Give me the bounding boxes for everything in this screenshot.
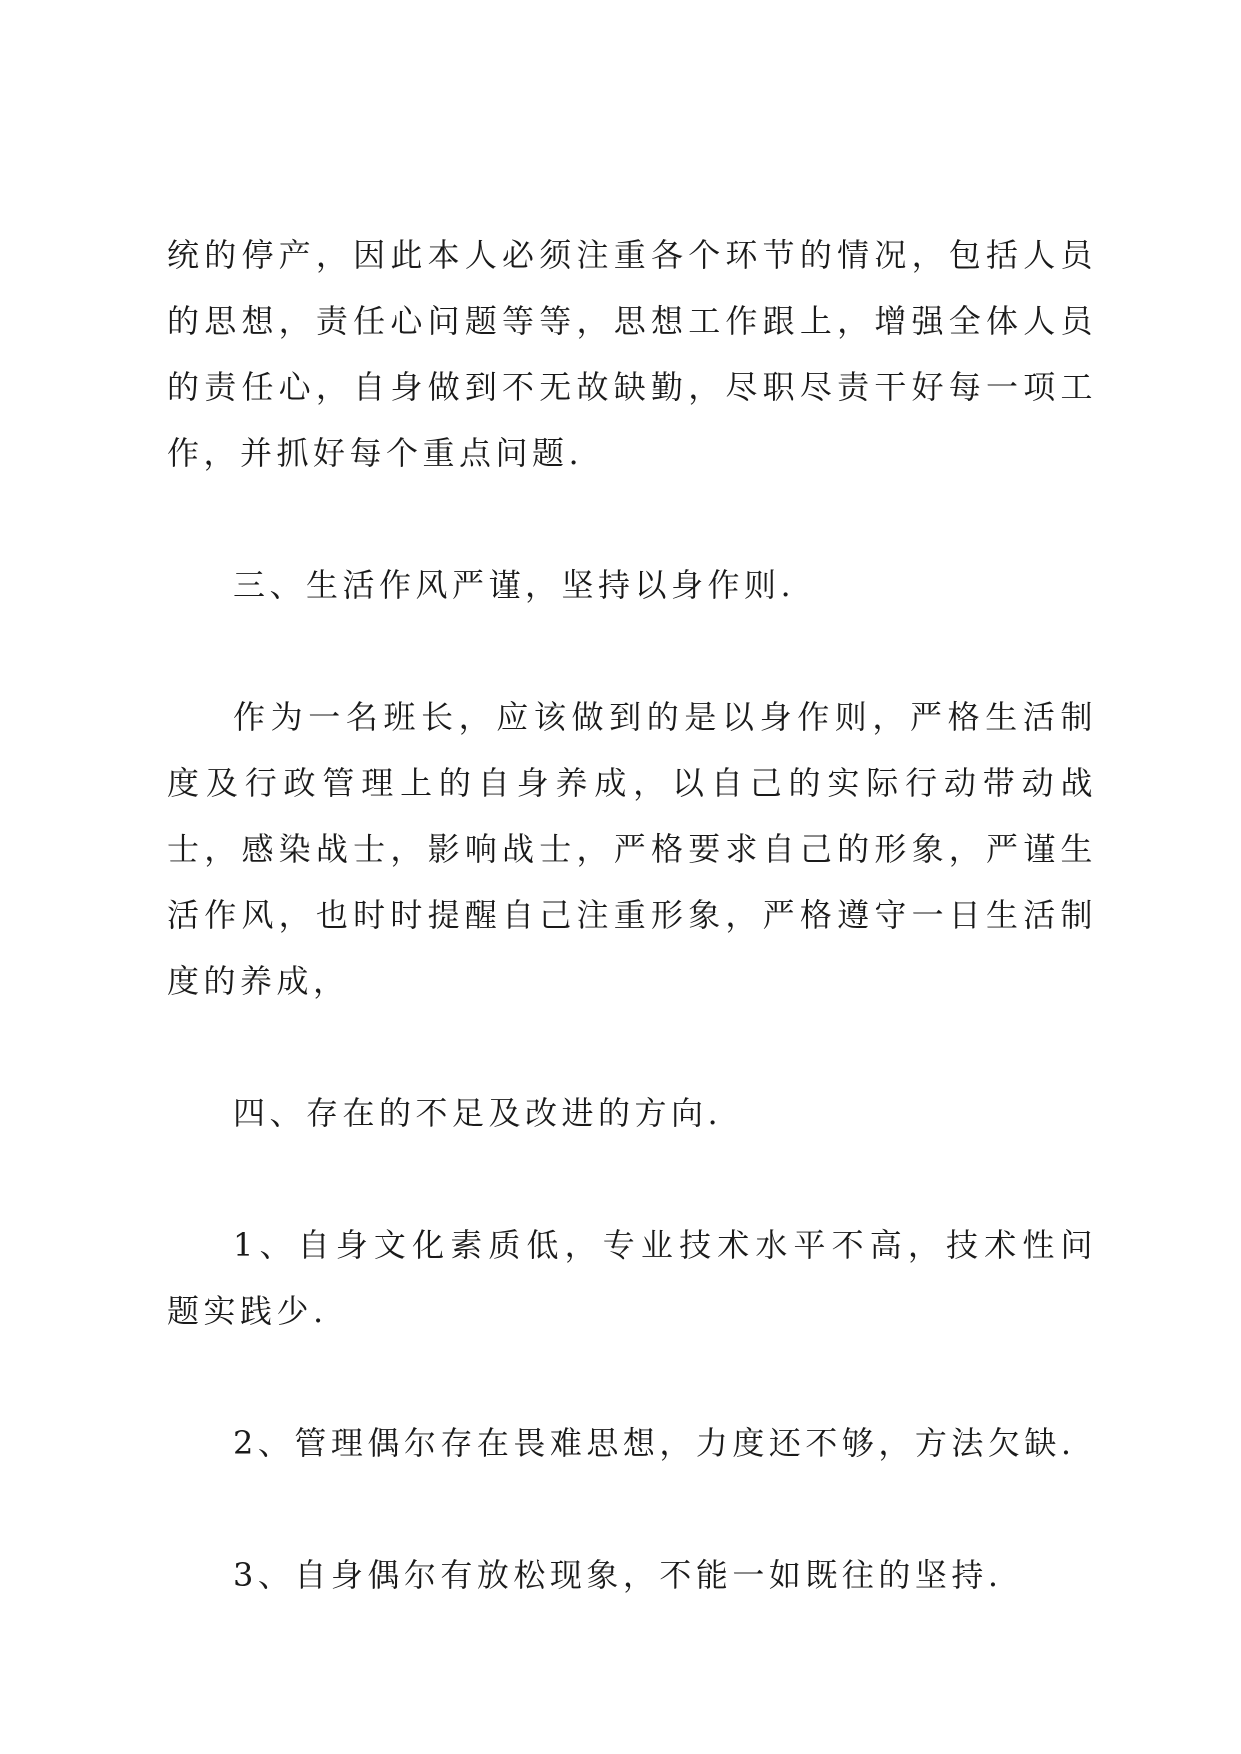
list-item-1: 1、自身文化素质低，专业技术水平不高，技术性问题实践少. <box>167 1226 1097 1330</box>
document-body <box>167 222 1097 1674</box>
list-item-2: 2、管理偶尔存在畏难思想，力度还不够，方法欠缺. <box>233 1424 1076 1462</box>
section-heading-4: 四、存在的不足及改进的方向. <box>233 1094 723 1132</box>
paragraph-continuation: 统的停产，因此本人必须注重各个环节的情况，包括人员的思想，责任心问题等等，思想工作跟上，增强全体人员的责任心，自身做到不无故缺勤，尽职尽责干好每一项工作，并抓好每个重点问题. <box>167 236 1097 472</box>
paragraph-section-3: 作为一名班长，应该做到的是以身作则，严格生活制度及行政管理上的自身养成，以自己的实际行动带动战士，感染战士，影响战士，严格要求自己的形象，严谨生活作风，也时时提醒自己注重形象，严格遵守一日生活制度的养成， <box>167 698 1097 1000</box>
section-heading-3: 三、生活作风严谨，坚持以身作则. <box>233 566 796 604</box>
list-item-3: 3、自身偶尔有放松现象，不能一如既往的坚持. <box>233 1556 1003 1594</box>
